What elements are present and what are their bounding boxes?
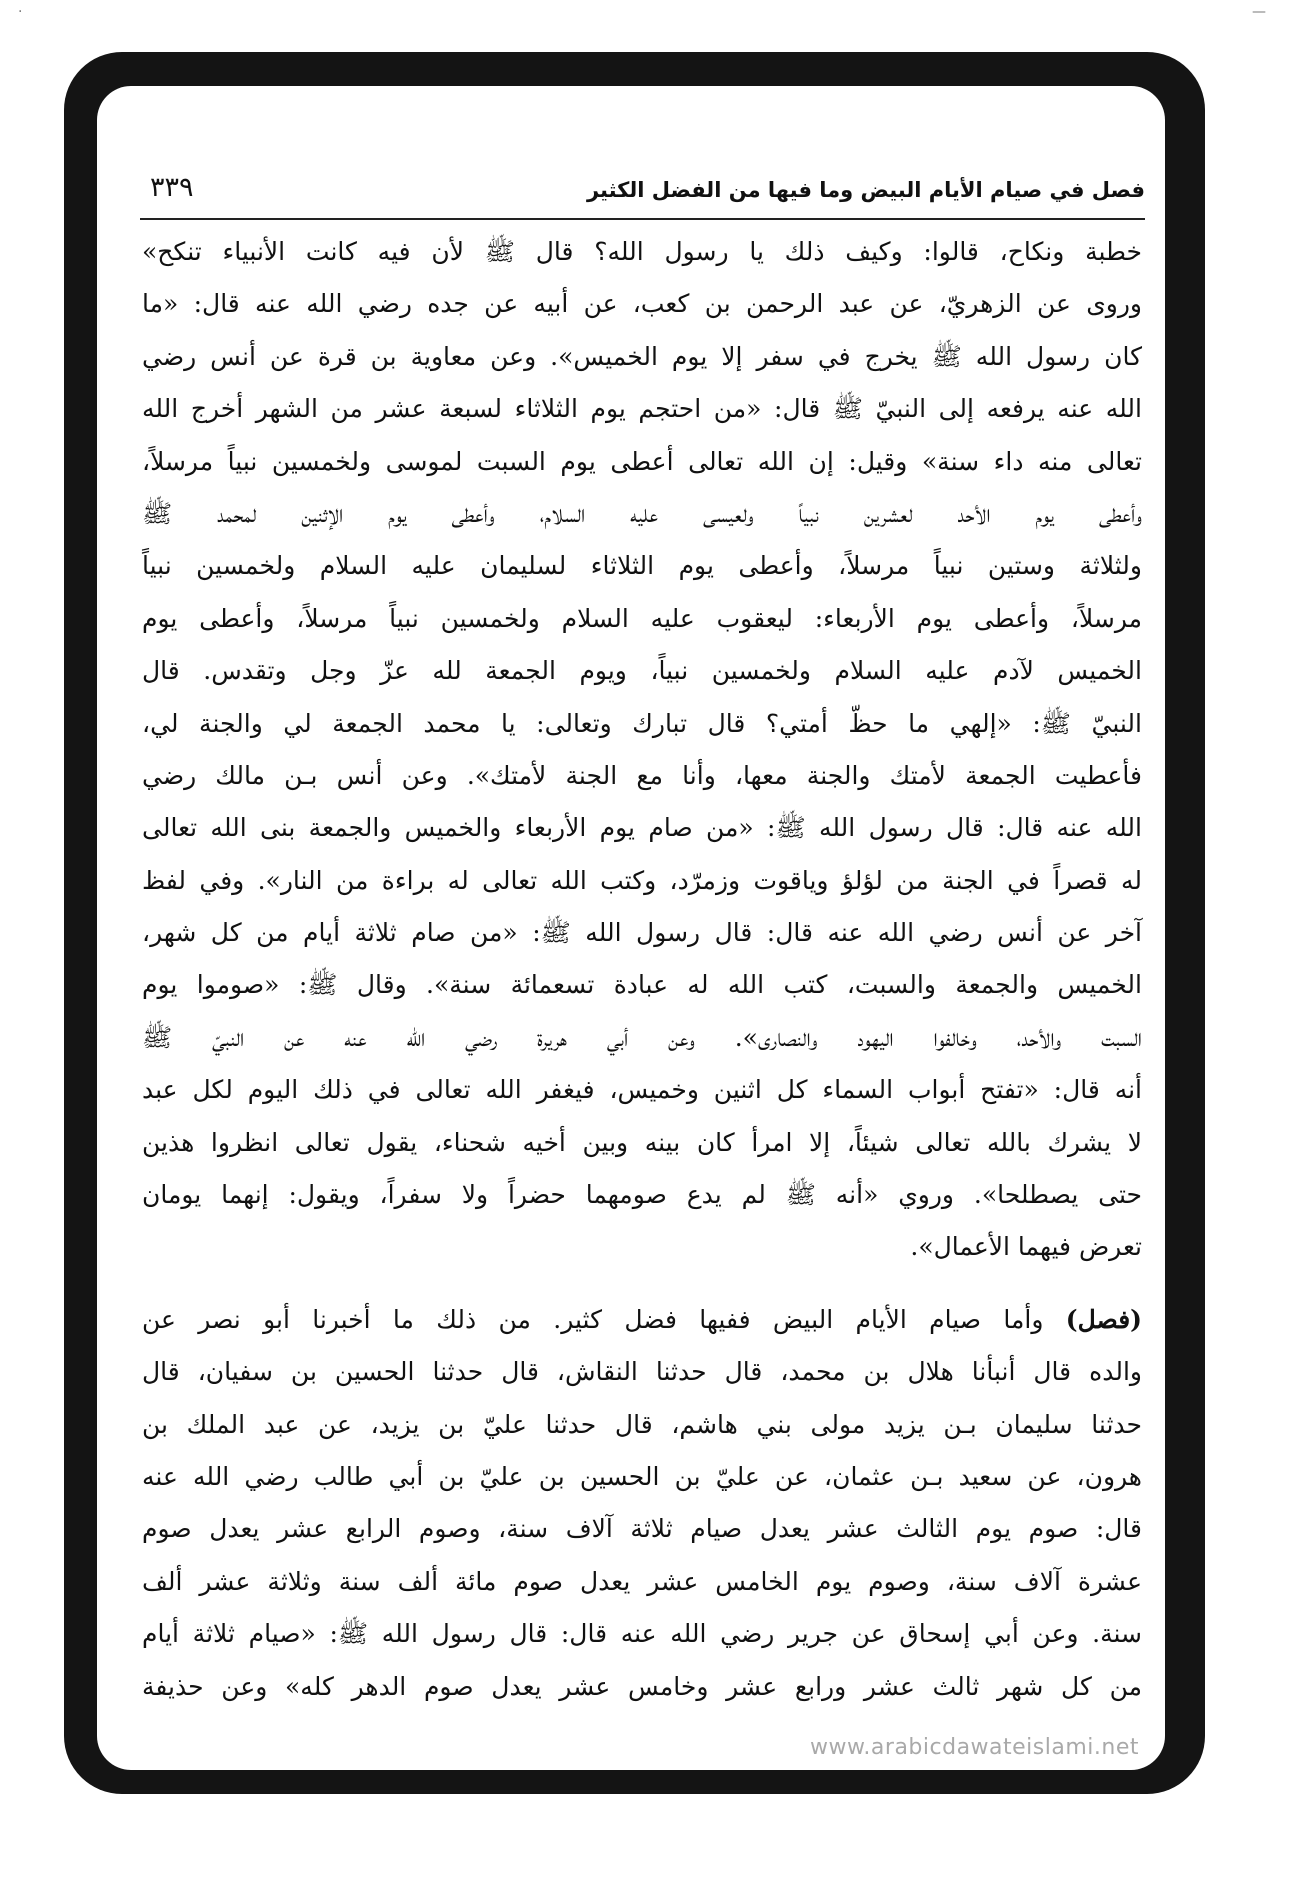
text-line: الله عنه يرفعه إلى النبيّ ﷺ قال: «من احتجم يوم الثلاثاء لسبعة عشر من الشهر أخرج الله	[142, 394, 1142, 424]
text-line: الله عنه قال: قال رسول الله ﷺ: «من صام يوم الأربعاء والخميس والجمعة بنى الله تعالى	[142, 813, 1142, 843]
header-title: فصل في صيام الأيام البيض وما فيها من الفضل الكثير	[586, 178, 1145, 202]
text-line: هرون، عن سعيد بـن عثمان، عن عليّ بن الحسين بن عليّ بن أبي طالب رضي الله عنه	[142, 1461, 1142, 1491]
text-line: حدثنا سليمان بـن يزيد مولى بني هاشم، قال حدثنا عليّ بن يزيد، عن عبد الملك بن	[142, 1409, 1142, 1439]
body-text	[142, 226, 1142, 1713]
text-line: كان رسول الله ﷺ يخرج في سفر إلا يوم الخميس». وعن معاوية بن قرة عن أنس رضي	[142, 341, 1142, 371]
text-line: وروى عن الزهريّ، عن عبد الرحمن بن كعب، عن أبيه عن جده رضي الله عنه قال: «ما	[142, 289, 1142, 319]
text-line: أنه قال: «تفتح أبواب السماء كل اثنين وخميس، فيغفر الله تعالى في ذلك اليوم لكل عبد	[142, 1075, 1142, 1105]
section-lead-word: (فصل)	[1065, 1304, 1142, 1334]
text-line: لا يشرك بالله تعالى شيئاً، إلا امرأ كان بينه وبين أخيه شحناء، يقول تعالى انظروا هذين	[142, 1127, 1142, 1157]
text-line: آخر عن أنس رضي الله عنه قال: قال رسول الله ﷺ: «من صام ثلاثة أيام من كل شهر،	[142, 918, 1142, 948]
text-line: والده قال أنبأنا هلال بن محمد، قال حدثنا النقاش، قال حدثنا الحسين بن سفيان، قال	[142, 1357, 1142, 1387]
text-line: تعرض فيهما الأعمال».	[910, 1232, 1142, 1262]
text-line: عشرة آلاف سنة، وصوم يوم الخامس عشر يعدل صوم مائة ألف سنة وثلاثة عشر ألف	[142, 1566, 1142, 1596]
text-line: وأعطى يوم الأحد لعشرين نبياً ولعيسى عليه السلام، وأعطى يوم الإثنين لمحمد ﷺ	[142, 498, 1142, 528]
scan-corner-mark-left: ·	[18, 4, 23, 20]
header-divider	[140, 218, 1145, 220]
page-number: ٣٣٩	[150, 172, 194, 203]
text-line: الخميس لآدم عليه السلام ولخمسين نبياً، ويوم الجمعة لله عزّ وجل وتقدس. قال	[142, 656, 1142, 686]
text-line: له قصراً في الجنة من لؤلؤ وياقوت وزمرّد، وكتب الله تعالى له براءة من النار». وفي لفظ	[142, 865, 1142, 895]
text-line: النبيّ ﷺ: «إلهي ما حظّ أمتي؟ قال تبارك وتعالى: يا محمد الجمعة لي والجنة لي،	[142, 708, 1142, 738]
scan-corner-mark-right: —	[1252, 4, 1266, 20]
text-line: السبت والأحد، وخالفوا اليهود والنصارى». وعن أبي هريرة رضي الله عنه عن النبيّ ﷺ	[142, 1022, 1142, 1052]
text-line: سنة. وعن أبي إسحاق عن جرير رضي الله عنه قال: قال رسول الله ﷺ: «صيام ثلاثة أيام	[142, 1619, 1142, 1649]
text-line: من كل شهر ثالث عشر ورابع عشر وخامس عشر يعدل صوم الدهر كله» وعن حذيفة	[142, 1671, 1142, 1701]
running-header	[140, 170, 1145, 218]
text-line: مرسلاً، وأعطى يوم الأربعاء: ليعقوب عليه السلام ولخمسين نبياً مرسلاً، وأعطى يوم	[142, 603, 1142, 633]
text-run: وأما صيام الأيام البيض ففيها فضل كثير. من ذلك ما أخبرنا أبو نصر عن	[142, 1304, 1066, 1334]
text-line: تعالى منه داء سنة» وقيل: إن الله تعالى أعطى يوم السبت لموسى ولخمسين نبياً مرسلاً،	[142, 446, 1142, 476]
text-line: الخميس والجمعة والسبت، كتب الله له عبادة تسعمائة سنة». وقال ﷺ: «صوموا يوم	[142, 970, 1142, 1000]
text-line: حتى يصطلحا». وروي «أنه ﷺ لم يدع صومهما حضراً ولا سفراً، ويقول: إنهما يومان	[142, 1180, 1142, 1210]
text-line: قال: صوم يوم الثالث عشر يعدل صيام ثلاثة آلاف سنة، وصوم الرابع عشر يعدل صوم	[142, 1514, 1142, 1544]
paragraph-gap	[142, 1274, 1142, 1294]
text-line: خطبة ونكاح، قالوا: وكيف ذلك يا رسول الله؟ قال ﷺ لأن فيه كانت الأنبياء تنكح»	[142, 237, 1142, 266]
text-line: ولثلاثة وستين نبياً مرسلاً، وأعطى يوم الثلاثاء لسليمان عليه السلام ولخمسين نبياً	[142, 551, 1142, 581]
text-line-section-start	[142, 1294, 1142, 1346]
text-line: فأعطيت الجمعة لأمتك والجنة معها، وأنا مع الجنة لأمتك». وعن أنس بـن مالك رضي	[142, 760, 1142, 790]
website-watermark: www.arabicdawateislami.net	[809, 1735, 1139, 1760]
